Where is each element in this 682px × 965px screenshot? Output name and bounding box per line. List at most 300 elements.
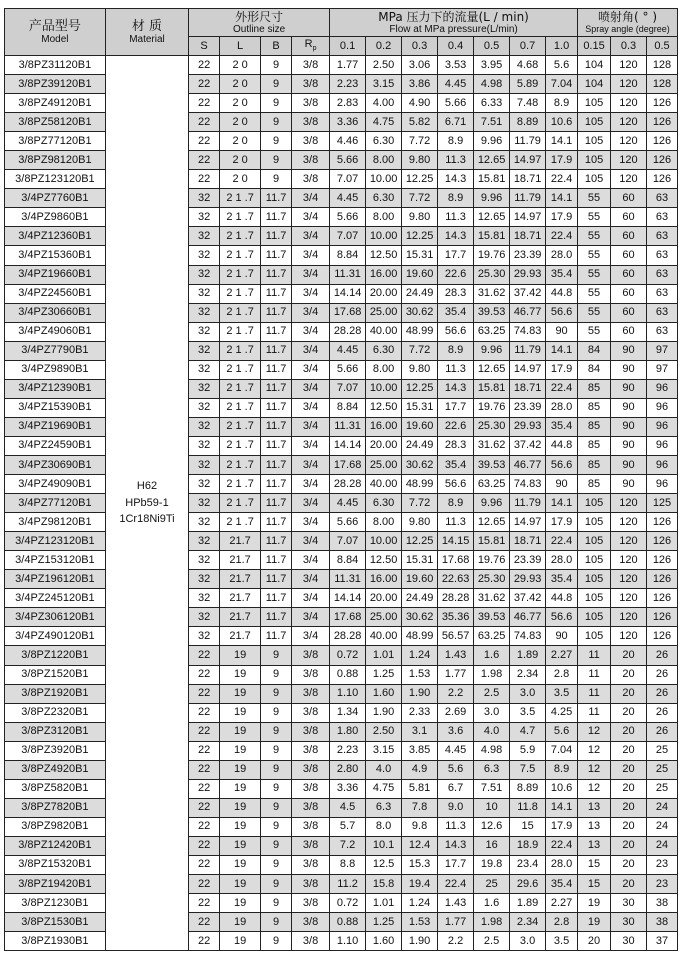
value-cell: 14.1 — [546, 494, 578, 513]
value-cell: 16.00 — [366, 570, 402, 589]
value-cell: 9.80 — [402, 513, 438, 532]
value-cell: 90 — [546, 322, 578, 341]
value-cell: 15.81 — [474, 170, 510, 189]
value-cell: 1.90 — [402, 684, 438, 703]
model-cell: 3/8PZ4920B1 — [5, 760, 106, 779]
value-cell: 128 — [646, 56, 677, 75]
value-cell: 12.65 — [474, 513, 510, 532]
model-cell: 3/4PZ9890B1 — [5, 360, 106, 379]
value-cell: 22.4 — [546, 379, 578, 398]
value-cell: 29.93 — [510, 417, 546, 436]
model-cell: 3/4PZ7760B1 — [5, 189, 106, 208]
value-cell: 55 — [578, 284, 611, 303]
value-cell: 3/4 — [292, 436, 330, 455]
header-outline-size: 外形尺寸 Outline size — [189, 9, 330, 37]
value-cell: 126 — [646, 589, 677, 608]
value-cell: 2 1 .7 — [220, 227, 261, 246]
value-cell: 5.66 — [330, 208, 366, 227]
value-cell: 20 — [610, 684, 646, 703]
value-cell: 22 — [189, 75, 220, 94]
value-cell: 3/8 — [292, 646, 330, 665]
value-cell: 8.84 — [330, 551, 366, 570]
value-cell: 6.7 — [438, 779, 474, 798]
value-cell: 105 — [578, 113, 611, 132]
value-cell: 1.77 — [330, 56, 366, 75]
value-cell: 22 — [189, 170, 220, 189]
value-cell: 9 — [261, 665, 292, 684]
value-cell: 32 — [189, 379, 220, 398]
value-cell: 19 — [220, 836, 261, 855]
table-row — [5, 56, 678, 75]
value-cell: 21.7 — [220, 627, 261, 646]
value-cell: 10 — [474, 798, 510, 817]
value-cell: 12.50 — [366, 398, 402, 417]
value-cell: 11.3 — [438, 513, 474, 532]
value-cell: 11.7 — [261, 436, 292, 455]
value-cell: 22.4 — [546, 532, 578, 551]
value-cell: 19.60 — [402, 265, 438, 284]
value-cell: 1.90 — [366, 703, 402, 722]
value-cell: 5.6 — [438, 760, 474, 779]
value-cell: 22 — [189, 113, 220, 132]
value-cell: 4.7 — [510, 722, 546, 741]
model-cell: 3/8PZ12420B1 — [5, 836, 106, 855]
value-cell: 7.07 — [330, 170, 366, 189]
value-cell: 3/4 — [292, 341, 330, 360]
value-cell: 19 — [220, 798, 261, 817]
value-cell: 2 1 .7 — [220, 322, 261, 341]
value-cell: 44.8 — [546, 589, 578, 608]
value-cell: 32 — [189, 265, 220, 284]
value-cell: 26 — [646, 722, 677, 741]
value-cell: 32 — [189, 341, 220, 360]
value-cell: 120 — [610, 75, 646, 94]
value-cell: 2 0 — [220, 151, 261, 170]
value-cell: 9.80 — [402, 151, 438, 170]
value-cell: 26 — [646, 703, 677, 722]
value-cell: 29.93 — [510, 265, 546, 284]
model-cell: 3/8PZ58120B1 — [5, 113, 106, 132]
value-cell: 2.50 — [366, 722, 402, 741]
model-cell: 3/8PZ1220B1 — [5, 646, 106, 665]
model-cell: 3/8PZ49120B1 — [5, 94, 106, 113]
value-cell: 7.48 — [510, 94, 546, 113]
value-cell: 56.6 — [438, 475, 474, 494]
value-cell: 55 — [578, 322, 611, 341]
value-cell: 22 — [189, 684, 220, 703]
value-cell: 23 — [646, 875, 677, 894]
value-cell: 2 1 .7 — [220, 398, 261, 417]
value-cell: 22 — [189, 646, 220, 665]
value-cell: 40.00 — [366, 475, 402, 494]
value-cell: 2.69 — [438, 703, 474, 722]
value-cell: 9 — [261, 798, 292, 817]
value-cell: 40.00 — [366, 322, 402, 341]
value-cell: 29.6 — [510, 875, 546, 894]
value-cell: 1.24 — [402, 646, 438, 665]
value-cell: 1.6 — [474, 894, 510, 913]
value-cell: 11.3 — [438, 208, 474, 227]
value-cell: 3/8 — [292, 665, 330, 684]
value-cell: 35.4 — [438, 303, 474, 322]
value-cell: 23 — [646, 855, 677, 874]
value-cell: 11.3 — [438, 360, 474, 379]
value-cell: 17.7 — [438, 246, 474, 265]
value-cell: 14.97 — [510, 151, 546, 170]
value-cell: 13 — [578, 836, 611, 855]
value-cell: 19 — [220, 684, 261, 703]
value-cell: 2 1 .7 — [220, 189, 261, 208]
value-cell: 22 — [189, 779, 220, 798]
value-cell: 18.9 — [510, 836, 546, 855]
value-cell: 3.15 — [366, 75, 402, 94]
value-cell: 9.80 — [402, 360, 438, 379]
value-cell: 1.98 — [474, 913, 510, 932]
value-cell: 3/8 — [292, 894, 330, 913]
value-cell: 56.6 — [546, 608, 578, 627]
value-cell: 6.30 — [366, 189, 402, 208]
value-cell: 2 1 .7 — [220, 436, 261, 455]
value-cell: 35.4 — [438, 455, 474, 474]
value-cell: 12.65 — [474, 208, 510, 227]
value-cell: 90 — [610, 360, 646, 379]
spec-table-container — [4, 8, 678, 951]
value-cell: 105 — [578, 589, 611, 608]
header-spray-angle: 喷射角( ° ) Spray angle (degree) — [578, 9, 678, 37]
value-cell: 18.71 — [510, 379, 546, 398]
value-cell: 15.81 — [474, 227, 510, 246]
value-cell: 28.28 — [330, 627, 366, 646]
value-cell: 1.25 — [366, 913, 402, 932]
value-cell: 3/8 — [292, 94, 330, 113]
value-cell: 17.9 — [546, 360, 578, 379]
value-cell: 1.10 — [330, 932, 366, 951]
value-cell: 17.7 — [438, 855, 474, 874]
value-cell: 15.31 — [402, 398, 438, 417]
value-cell: 8.84 — [330, 246, 366, 265]
value-cell: 20.00 — [366, 589, 402, 608]
table-body — [5, 56, 678, 951]
value-cell: 1.53 — [402, 913, 438, 932]
model-cell: 3/4PZ153120B1 — [5, 551, 106, 570]
value-cell: 39.53 — [474, 303, 510, 322]
value-cell: 28.28 — [438, 589, 474, 608]
value-cell: 90 — [610, 341, 646, 360]
value-cell: 5.6 — [546, 56, 578, 75]
value-cell: 22.6 — [438, 417, 474, 436]
value-cell: 14.3 — [438, 379, 474, 398]
value-cell: 32 — [189, 551, 220, 570]
material-name: H62 — [136, 480, 158, 493]
value-cell: 11.7 — [261, 379, 292, 398]
value-cell: 3.5 — [546, 684, 578, 703]
value-cell: 14.14 — [330, 436, 366, 455]
value-cell: 8.9 — [438, 132, 474, 151]
value-cell: 11.7 — [261, 246, 292, 265]
value-cell: 11.7 — [261, 551, 292, 570]
model-cell: 3/4PZ49090B1 — [5, 475, 106, 494]
value-cell: 14.1 — [546, 798, 578, 817]
value-cell: 105 — [578, 570, 611, 589]
model-cell: 3/8PZ123120B1 — [5, 170, 106, 189]
value-cell: 105 — [578, 551, 611, 570]
value-cell: 14.97 — [510, 360, 546, 379]
value-cell: 23.39 — [510, 246, 546, 265]
value-cell: 19 — [220, 894, 261, 913]
value-cell: 3/4 — [292, 608, 330, 627]
value-cell: 30 — [610, 932, 646, 951]
value-cell: 120 — [610, 608, 646, 627]
value-cell: 19.4 — [402, 875, 438, 894]
value-cell: 38 — [646, 894, 677, 913]
value-cell: 4.9 — [402, 760, 438, 779]
value-cell: 11.7 — [261, 627, 292, 646]
value-cell: 3/8 — [292, 151, 330, 170]
value-cell: 28.3 — [438, 284, 474, 303]
value-cell: 15 — [510, 817, 546, 836]
model-cell: 3/8PZ3120B1 — [5, 722, 106, 741]
value-cell: 6.71 — [438, 113, 474, 132]
value-cell: 17.68 — [330, 303, 366, 322]
model-cell: 3/4PZ98120B1 — [5, 513, 106, 532]
value-cell: 46.77 — [510, 303, 546, 322]
value-cell: 90 — [546, 475, 578, 494]
value-cell: 2.34 — [510, 913, 546, 932]
model-cell: 3/4PZ30690B1 — [5, 455, 106, 474]
value-cell: 11.79 — [510, 494, 546, 513]
value-cell: 22 — [189, 132, 220, 151]
value-cell: 32 — [189, 227, 220, 246]
value-cell: 2 1 .7 — [220, 265, 261, 284]
value-cell: 17.9 — [546, 817, 578, 836]
value-cell: 4.0 — [474, 722, 510, 741]
model-cell: 3/4PZ490120B1 — [5, 627, 106, 646]
value-cell: 2 1 .7 — [220, 303, 261, 322]
model-cell: 3/4PZ306120B1 — [5, 608, 106, 627]
value-cell: 2 0 — [220, 56, 261, 75]
value-cell: 9 — [261, 855, 292, 874]
value-cell: 2.80 — [330, 760, 366, 779]
value-cell: 9 — [261, 932, 292, 951]
value-cell: 11.3 — [438, 817, 474, 836]
value-cell: 6.33 — [474, 94, 510, 113]
value-cell: 44.8 — [546, 436, 578, 455]
value-cell: 6.3 — [474, 760, 510, 779]
value-cell: 74.83 — [510, 322, 546, 341]
value-cell: 2.8 — [546, 913, 578, 932]
value-cell: 104 — [578, 75, 611, 94]
model-cell: 3/8PZ9820B1 — [5, 817, 106, 836]
value-cell: 2.5 — [474, 684, 510, 703]
model-cell: 3/4PZ123120B1 — [5, 532, 106, 551]
value-cell: 8.00 — [366, 151, 402, 170]
model-cell: 3/8PZ7820B1 — [5, 798, 106, 817]
value-cell: 7.2 — [330, 836, 366, 855]
value-cell: 22.4 — [546, 170, 578, 189]
value-cell: 126 — [646, 551, 677, 570]
value-cell: 105 — [578, 151, 611, 170]
value-cell: 3/4 — [292, 494, 330, 513]
value-cell: 22 — [189, 741, 220, 760]
value-cell: 1.89 — [510, 894, 546, 913]
value-cell: 63.25 — [474, 627, 510, 646]
value-cell: 25.30 — [474, 417, 510, 436]
value-cell: 96 — [646, 436, 677, 455]
value-cell: 22 — [189, 798, 220, 817]
value-cell: 0.72 — [330, 646, 366, 665]
value-cell: 5.82 — [402, 113, 438, 132]
value-cell: 7.5 — [510, 760, 546, 779]
value-cell: 17.9 — [546, 151, 578, 170]
value-cell: 19.76 — [474, 551, 510, 570]
value-cell: 63 — [646, 227, 677, 246]
value-cell: 3/4 — [292, 322, 330, 341]
value-cell: 17.7 — [438, 398, 474, 417]
value-cell: 20 — [610, 875, 646, 894]
value-cell: 4.75 — [366, 113, 402, 132]
value-cell: 18.71 — [510, 227, 546, 246]
value-cell: 55 — [578, 208, 611, 227]
value-cell: 25.00 — [366, 455, 402, 474]
value-cell: 19 — [220, 875, 261, 894]
value-cell: 3/4 — [292, 475, 330, 494]
table-header — [5, 9, 678, 56]
value-cell: 126 — [646, 113, 677, 132]
value-cell: 19 — [220, 932, 261, 951]
value-cell: 60 — [610, 265, 646, 284]
value-cell: 11.7 — [261, 532, 292, 551]
value-cell: 2 1 .7 — [220, 341, 261, 360]
value-cell: 23.39 — [510, 551, 546, 570]
value-cell: 3/8 — [292, 836, 330, 855]
value-cell: 2 1 .7 — [220, 284, 261, 303]
value-cell: 37 — [646, 932, 677, 951]
value-cell: 25 — [474, 875, 510, 894]
value-cell: 7.72 — [402, 341, 438, 360]
value-cell: 105 — [578, 513, 611, 532]
value-cell: 32 — [189, 608, 220, 627]
value-cell: 38 — [646, 913, 677, 932]
value-cell: 24 — [646, 817, 677, 836]
value-cell: 11.7 — [261, 494, 292, 513]
header-a03: 0.3 — [610, 37, 646, 56]
value-cell: 4.25 — [546, 703, 578, 722]
value-cell: 5.9 — [510, 741, 546, 760]
value-cell: 21.7 — [220, 570, 261, 589]
model-cell: 3/4PZ19660B1 — [5, 265, 106, 284]
value-cell: 11.7 — [261, 341, 292, 360]
model-cell: 3/8PZ1920B1 — [5, 684, 106, 703]
value-cell: 56.6 — [546, 303, 578, 322]
value-cell: 5.66 — [330, 513, 366, 532]
value-cell: 120 — [610, 627, 646, 646]
value-cell: 9 — [261, 75, 292, 94]
value-cell: 60 — [610, 189, 646, 208]
value-cell: 3/8 — [292, 170, 330, 189]
value-cell: 9 — [261, 56, 292, 75]
value-cell: 3.86 — [402, 75, 438, 94]
value-cell: 14.1 — [546, 132, 578, 151]
value-cell: 32 — [189, 436, 220, 455]
value-cell: 3.0 — [510, 932, 546, 951]
value-cell: 19 — [220, 722, 261, 741]
value-cell: 22 — [189, 56, 220, 75]
value-cell: 26 — [646, 665, 677, 684]
value-cell: 9 — [261, 760, 292, 779]
value-cell: 14.14 — [330, 284, 366, 303]
value-cell: 4.0 — [366, 760, 402, 779]
value-cell: 32 — [189, 455, 220, 474]
value-cell: 6.3 — [366, 798, 402, 817]
model-cell: 3/8PZ1930B1 — [5, 932, 106, 951]
value-cell: 3/4 — [292, 513, 330, 532]
value-cell: 32 — [189, 494, 220, 513]
value-cell: 22 — [189, 94, 220, 113]
value-cell: 2 1 .7 — [220, 208, 261, 227]
value-cell: 2 0 — [220, 113, 261, 132]
value-cell: 32 — [189, 589, 220, 608]
value-cell: 11.7 — [261, 398, 292, 417]
value-cell: 4.45 — [330, 189, 366, 208]
value-cell: 8.9 — [438, 189, 474, 208]
value-cell: 8.00 — [366, 208, 402, 227]
model-cell: 3/8PZ15320B1 — [5, 855, 106, 874]
value-cell: 63 — [646, 246, 677, 265]
value-cell: 3/8 — [292, 760, 330, 779]
value-cell: 25 — [646, 760, 677, 779]
value-cell: 8.84 — [330, 398, 366, 417]
value-cell: 60 — [610, 227, 646, 246]
value-cell: 126 — [646, 94, 677, 113]
header-p03: 0.3 — [402, 37, 438, 56]
value-cell: 3.6 — [438, 722, 474, 741]
value-cell: 1.24 — [402, 894, 438, 913]
value-cell: 120 — [610, 570, 646, 589]
header-p05: 0.5 — [474, 37, 510, 56]
value-cell: 105 — [578, 494, 611, 513]
value-cell: 31.62 — [474, 284, 510, 303]
value-cell: 25.30 — [474, 265, 510, 284]
value-cell: 23.4 — [510, 855, 546, 874]
value-cell: 4.75 — [366, 779, 402, 798]
value-cell: 9 — [261, 722, 292, 741]
value-cell: 32 — [189, 398, 220, 417]
model-cell: 3/4PZ15360B1 — [5, 246, 106, 265]
value-cell: 2 0 — [220, 75, 261, 94]
value-cell: 9 — [261, 94, 292, 113]
value-cell: 7.72 — [402, 189, 438, 208]
value-cell: 32 — [189, 189, 220, 208]
value-cell: 120 — [610, 170, 646, 189]
value-cell: 29.93 — [510, 570, 546, 589]
value-cell: 9 — [261, 684, 292, 703]
value-cell: 120 — [610, 551, 646, 570]
value-cell: 9 — [261, 646, 292, 665]
value-cell: 2.34 — [510, 665, 546, 684]
value-cell: 24.49 — [402, 436, 438, 455]
value-cell: 1.01 — [366, 894, 402, 913]
value-cell: 22.4 — [546, 836, 578, 855]
value-cell: 28.3 — [438, 436, 474, 455]
model-cell: 3/8PZ3920B1 — [5, 741, 106, 760]
value-cell: 21.7 — [220, 608, 261, 627]
value-cell: 14.3 — [438, 836, 474, 855]
value-cell: 24.49 — [402, 284, 438, 303]
value-cell: 22.6 — [438, 265, 474, 284]
value-cell: 2 0 — [220, 132, 261, 151]
value-cell: 8.00 — [366, 360, 402, 379]
value-cell: 19.60 — [402, 570, 438, 589]
